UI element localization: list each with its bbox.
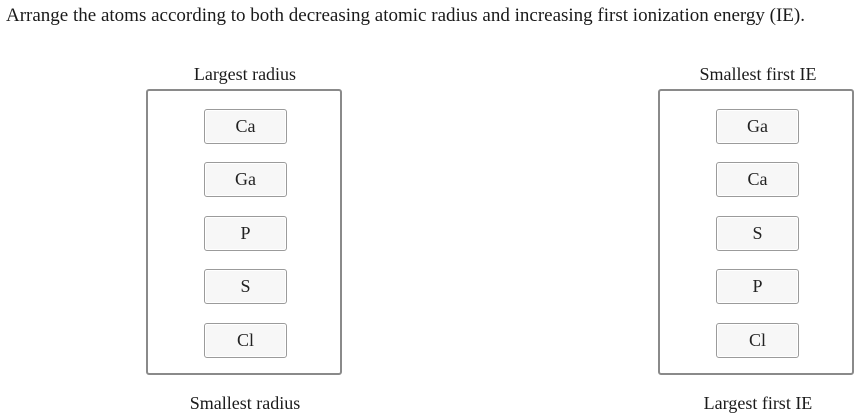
ie-tile-5[interactable]: Cl [716,323,799,358]
radius-tile-2[interactable]: Ga [204,162,287,197]
radius-tile-1[interactable]: Ca [204,109,287,144]
question-prompt: Arrange the atoms according to both decreasing atomic radius and increasing first ionization energy (IE). [6,5,805,26]
ie-top-label: Smallest first IE [699,64,817,84]
ie-tile-4[interactable]: P [716,269,799,304]
radius-bottom-label: Smallest radius [189,393,301,413]
ie-tile-3[interactable]: S [716,216,799,251]
radius-ranking-dropzone[interactable] [146,89,342,375]
ie-ranking-dropzone[interactable] [658,89,854,375]
radius-top-label: Largest radius [193,64,297,84]
radius-tile-5[interactable]: Cl [204,323,287,358]
ie-tile-1[interactable]: Ga [716,109,799,144]
ie-tile-2[interactable]: Ca [716,162,799,197]
radius-tile-3[interactable]: P [204,216,287,251]
radius-tile-4[interactable]: S [204,269,287,304]
ie-bottom-label: Largest first IE [703,393,813,413]
